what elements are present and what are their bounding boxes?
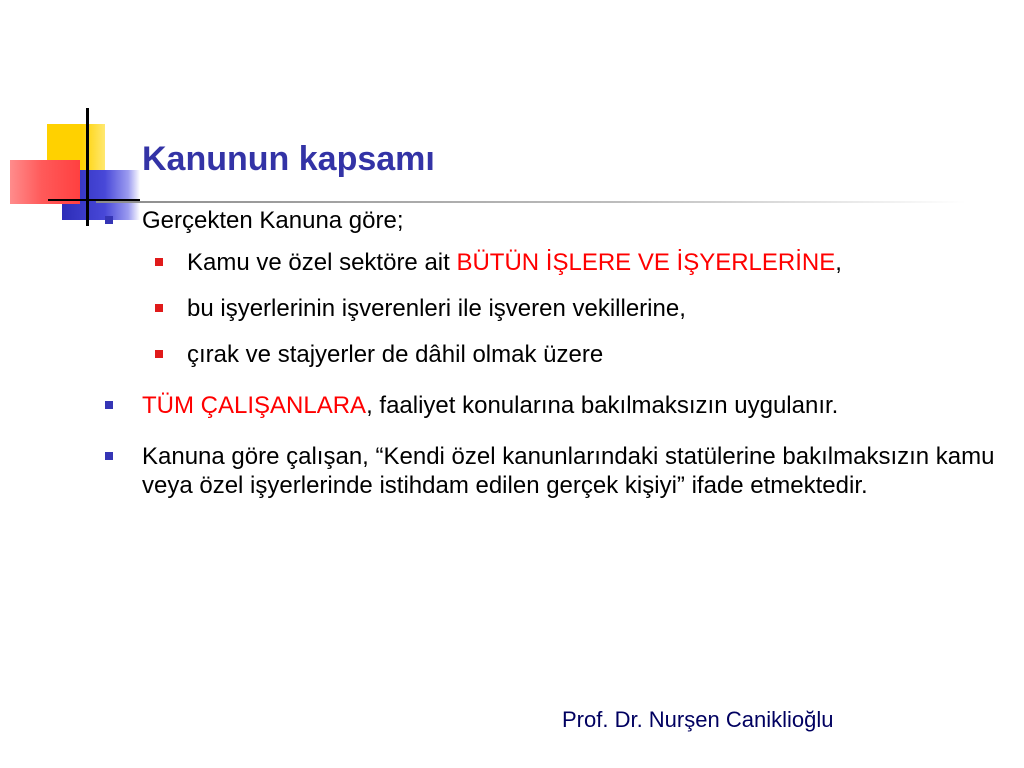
bullet-square-icon <box>105 401 113 409</box>
decor-red-square <box>10 160 80 204</box>
decor-vertical-line <box>86 108 89 226</box>
bullet-text: Kanuna göre çalışan, “Kendi özel kanunlarındaki statülerine bakılmaksızın kamu veya özel işyerlerinde istihdam edilen gerçek kişiyi” ifade etmektedir. <box>142 443 995 499</box>
bullet-square-icon <box>155 304 163 312</box>
author-footer: Prof. Dr. Nurşen Caniklioğlu <box>562 707 834 732</box>
sub-bullet-text: bu işyerlerinin işverenleri ile işveren vekillerine, <box>187 295 686 322</box>
bullet-square-icon <box>105 216 113 224</box>
bullet-item <box>100 442 1000 500</box>
bullet-item <box>100 391 1000 420</box>
title-divider <box>96 201 966 203</box>
bullet-square-icon <box>155 258 163 266</box>
sub-bullet-item <box>100 340 1000 369</box>
bullet-text: Gerçekten Kanuna göre; <box>142 207 404 234</box>
sub-bullet-item <box>100 294 1000 323</box>
bullet-square-icon <box>105 452 113 460</box>
bullet-square-icon <box>155 350 163 358</box>
sub-bullet-text-end: , <box>835 249 842 276</box>
bullet-item <box>100 206 1000 235</box>
sub-bullet-item <box>100 248 1000 277</box>
bullet-text: , faaliyet konularına bakılmaksızın uygulanır. <box>366 392 839 419</box>
slide-content <box>100 206 1000 500</box>
highlight-text: TÜM ÇALIŞANLARA <box>142 392 367 419</box>
slide-title: Kanunun kapsamı <box>142 140 435 178</box>
sub-bullet-text: çırak ve stajyerler de dâhil olmak üzere <box>187 341 604 368</box>
sub-bullet-text: Kamu ve özel sektöre ait <box>187 249 457 276</box>
highlight-text: BÜTÜN İŞLERE VE İŞYERLERİNE <box>456 249 836 276</box>
